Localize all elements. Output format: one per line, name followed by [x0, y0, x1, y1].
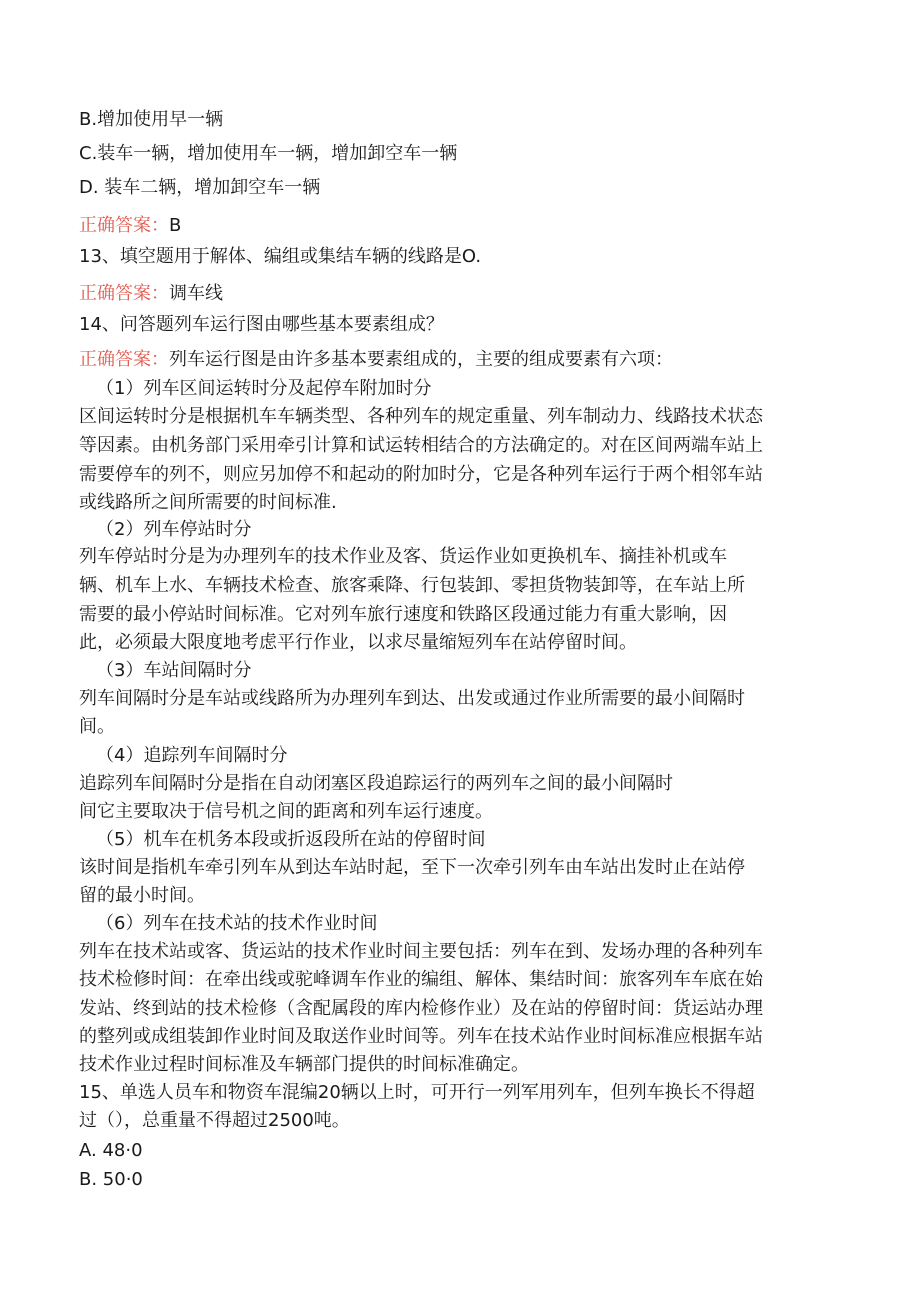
q14-item-1-line: 或线路所之间所需要的时间标准. [79, 492, 337, 513]
q12-option-c: C.装车一辆，增加使用车一辆，增加卸空车一辆 [79, 143, 458, 164]
q12-answer-label: 正确答案： [79, 215, 169, 236]
q13-answer-label: 正确答案： [79, 283, 169, 304]
q15-option-b: B. 50·0 [79, 1169, 143, 1190]
q14-item-1-line: 需要停车的列不，则应另加停不和起动的附加时分，它是各种列车运行于两个相邻车站 [79, 464, 763, 485]
q14-item-6-heading: （6）列车在技术站的技术作业时间 [96, 913, 378, 934]
q13-answer [79, 282, 223, 306]
q14-item-6-line: 技术作业过程时间标准及车辆部门提供的时间标准确定。 [79, 1054, 529, 1075]
q14-item-6-line: 的整列或成组装卸作业时间及取送作业时间等。列车在技术站作业时间标准应根据车站 [79, 1026, 763, 1047]
q13-question: 13、填空题用于解体、编组或集结车辆的线路是O. [79, 246, 482, 267]
q13-answer-value: 调车线 [169, 283, 223, 304]
q12-answer-value: B [169, 215, 182, 236]
q14-item-3-heading: （3）车站间隔时分 [96, 660, 252, 681]
q15-option-a: A. 48·0 [79, 1140, 143, 1161]
q14-item-5-line: 该时间是指机车牵引列车从到达车站时起，至下一次牵引列车由车站出发时止在站停 [79, 857, 745, 878]
q14-item-2-line: 辆、机车上水、车辆技术检查、旅客乘降、行包装卸、零担货物装卸等，在车站上所 [79, 575, 745, 596]
q12-option-d: D. 装车二辆，增加卸空车一辆 [79, 177, 321, 198]
q14-item-2-line: 需要的最小停站时间标准。它对列车旅行速度和铁路区段通过能力有重大影响，因 [79, 604, 727, 625]
q14-item-1-line: 区间运转时分是根据机车车辆类型、各种列车的规定重量、列车制动力、线路技术状态 [79, 406, 763, 427]
q14-item-5-line: 留的最小时间。 [79, 885, 205, 906]
q14-item-3-line: 列车间隔时分是车站或线路所为办理列车到达、出发或通过作业所需要的最小间隔时 [79, 688, 745, 709]
q12-option-b: B.增加使用早一辆 [79, 109, 224, 130]
q14-item-2-heading: （2）列车停站时分 [96, 519, 252, 540]
q14-answer-intro: 列车运行图是由许多基本要素组成的，主要的组成要素有六项： [169, 349, 673, 370]
q14-item-3-line: 间。 [79, 716, 115, 737]
q14-item-2-line: 列车停站时分是为办理列车的技术作业及客、货运作业如更换机车、摘挂补机或车 [79, 546, 727, 567]
q12-answer [79, 214, 181, 238]
q14-item-4-line: 间它主要取决于信号机之间的距离和列车运行速度。 [79, 801, 493, 822]
q14-item-6-line: 发站、终到站的技术检修（含配属段的库内检修作业）及在站的停留时间：货运站办理 [79, 998, 763, 1019]
q14-item-4-heading: （4）追踪列车间隔时分 [96, 745, 288, 766]
q14-item-1-line: 等因素。由机务部门采用牵引计算和试运转相结合的方法确定的。对在区间两端车站上 [79, 435, 763, 456]
q15-question-line-2: 过（），总重量不得超过2500吨。 [79, 1110, 350, 1131]
q14-item-6-line: 技术检修时间：在牵出线或驼峰调车作业的编组、解体、集结时间：旅客列车车底在始 [79, 969, 763, 990]
q14-item-1-heading: （1）列车区间运转时分及起停车附加时分 [96, 378, 432, 399]
q14-item-2-line: 此，必须最大限度地考虑平行作业，以求尽量缩短列车在站停留时间。 [79, 632, 637, 653]
q14-answer-label: 正确答案： [79, 349, 169, 370]
q15-question-line-1: 15、单选人员车和物资车混编20辆以上时，可开行一列军用列车，但列车换长不得超 [79, 1082, 755, 1103]
q14-question: 14、问答题列车运行图由哪些基本要素组成？ [79, 314, 444, 335]
q14-item-6-line: 列车在技术站或客、货运站的技术作业时间主要包括：列车在到、发场办理的各种列车 [79, 941, 763, 962]
q14-answer [79, 348, 673, 372]
q14-item-5-heading: （5）机车在机务本段或折返段所在站的停留时间 [96, 829, 486, 850]
q14-item-4-line: 追踪列车间隔时分是指在自动闭塞区段追踪运行的两列车之间的最小间隔时 [79, 773, 673, 794]
